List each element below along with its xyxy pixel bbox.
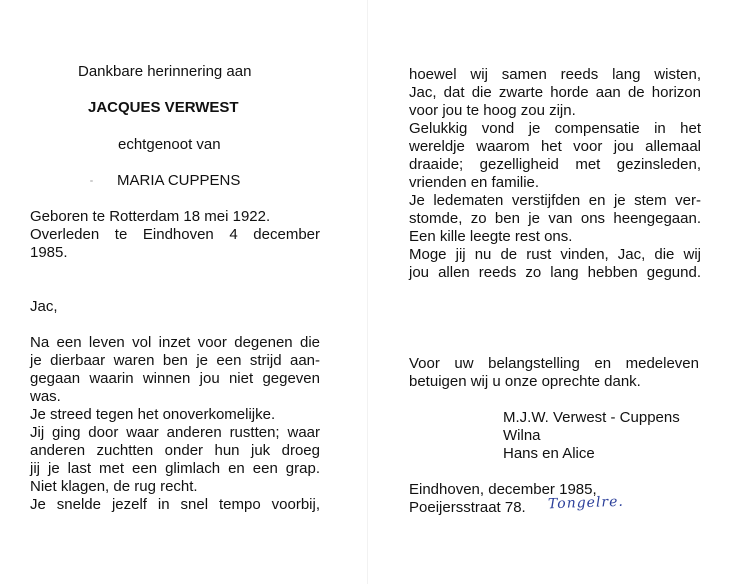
place-date: Eindhoven, december 1985,: [409, 481, 597, 498]
body-line: Je snelde jezelf in snel tempo voorbij,: [30, 496, 320, 513]
body-line: wereldje waarom het voor jou allemaal: [409, 138, 701, 155]
death-line-1: Overleden te Eindhoven 4 december: [30, 226, 320, 243]
body-line: Je ledematen verstijfden en je stem ver-: [409, 192, 701, 209]
body-line: jou allen reeds zo lang hebben gegund.: [409, 264, 701, 281]
death-line: [30, 226, 320, 244]
body-line: voor jou te hoog zou zijn.: [409, 102, 576, 119]
print-speck: [90, 180, 93, 182]
signature-parents: M.J.W. Verwest - Cuppens: [503, 409, 680, 426]
body-text-left: [30, 334, 320, 514]
body-line: Je streed tegen het onoverkomelijke.: [30, 406, 276, 423]
signature-hans-alice: Hans en Alice: [503, 445, 595, 462]
body-line: jij je last met een glimlach en een grap.: [30, 460, 320, 477]
body-line: Niet klagen, de rug recht.: [30, 478, 198, 495]
body-line: was.: [30, 388, 61, 405]
birth-line: Geboren te Rotterdam 18 mei 1922.: [30, 208, 271, 225]
salutation: Jac,: [30, 298, 58, 315]
signature-wilna: Wilna: [503, 427, 541, 444]
body-line: Gelukkig vond je compensatie in het: [409, 120, 701, 137]
spouse-label: echtgenoot van: [118, 136, 221, 153]
body-line: vrienden en familie.: [409, 174, 540, 191]
body-line: draaide; gezelligheid met gezinsleden,: [409, 156, 701, 173]
body-line: hoewel wij samen reeds lang wisten,: [409, 66, 701, 83]
thanks-line: Voor uw belangstelling en medeleven: [409, 355, 699, 372]
body-line: Na een leven vol inzet voor degenen die: [30, 334, 320, 351]
body-line: gegaan waarin winnen jou niet gegeven: [30, 370, 320, 387]
address: Poeijersstraat 78.: [409, 499, 526, 516]
deceased-name: JACQUES VERWEST: [88, 99, 239, 116]
body-line: stomde, zo ben je van ons heengegaan.: [409, 210, 701, 227]
body-line: Moge jij nu de rust vinden, Jac, die wij: [409, 246, 701, 263]
death-line-2: 1985.: [30, 244, 68, 261]
body-text-right: [409, 66, 701, 282]
thanks-text: [409, 355, 699, 391]
body-line: Een kille leegte rest ons.: [409, 228, 573, 245]
body-line: anderen zuchtten onder hun juk droeg: [30, 442, 320, 459]
card-heading: Dankbare herinnering aan: [78, 63, 252, 80]
body-line: Jij ging door waar anderen rustten; waar: [30, 424, 320, 441]
thanks-line: betuigen wij u onze oprechte dank.: [409, 373, 641, 390]
spouse-name: MARIA CUPPENS: [117, 172, 241, 189]
card-fold-line: [367, 0, 368, 584]
body-line: Jac, dat die zwarte horde aan de horizon: [409, 84, 701, 101]
handwritten-note: Tongelre.: [547, 493, 625, 513]
body-line: je dierbaar waren ben je een strijd aan-: [30, 352, 320, 369]
